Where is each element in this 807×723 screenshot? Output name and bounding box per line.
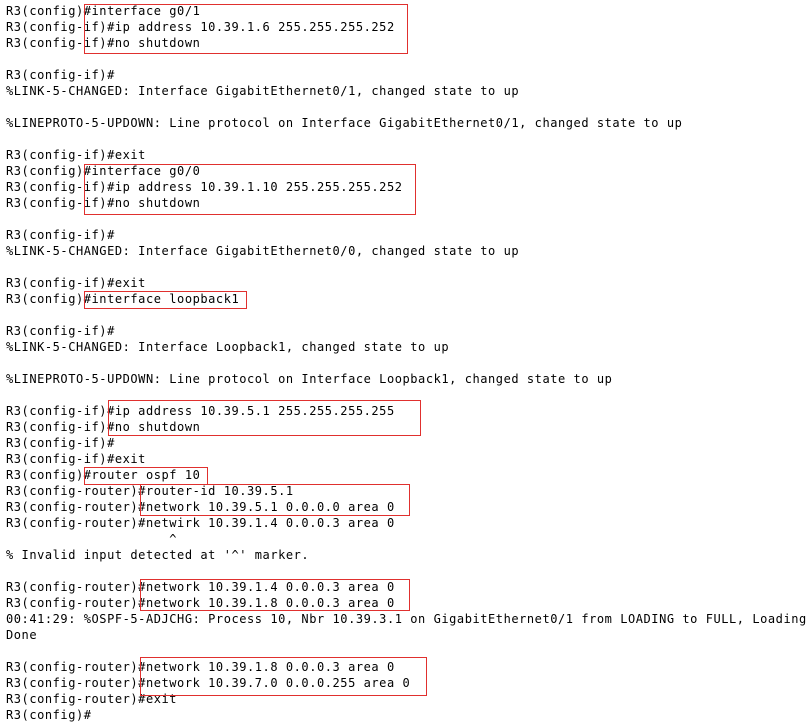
terminal-line: R3(config-router)#network 10.39.1.4 0.0.0.3 area 0 [6,580,395,594]
terminal-line: R3(config-if)#no shutdown [6,196,201,210]
terminal-line: R3(config-if)# [6,436,115,450]
terminal-line: R3(config-router)#network 10.39.7.0 0.0.0.255 area 0 [6,676,411,690]
terminal-line: R3(config-if)# [6,324,115,338]
terminal-line: R3(config)#interface g0/0 [6,164,201,178]
error-message: % Invalid input detected at '^' marker. [6,548,310,562]
terminal-line: R3(config-router)#network 10.39.1.8 0.0.0.3 area 0 [6,660,395,674]
terminal-line: %LINEPROTO-5-UPDOWN: Line protocol on Interface GigabitEthernet0/1, changed state to up [6,116,683,130]
terminal-line: R3(config-router)#network 10.39.1.8 0.0.0.3 area 0 [6,596,395,610]
terminal-line: R3(config-if)#no shutdown [6,420,201,434]
terminal-line: R3(config)#interface loopback1 [6,292,240,306]
terminal-line: R3(config-if)#ip address 10.39.1.10 255.255.255.252 [6,180,403,194]
terminal-line: R3(config-if)#exit [6,148,146,162]
terminal-line: R3(config)#interface g0/1 [6,4,201,18]
terminal-line: R3(config-if)#ip address 10.39.5.1 255.255.255.255 [6,404,395,418]
terminal-line: R3(config-if)#exit [6,276,146,290]
terminal-line: 00:41:29: %OSPF-5-ADJCHG: Process 10, Nbr 10.39.3.1 on GigabitEthernet0/1 from LOADING to FULL, Loading [6,612,807,626]
terminal-line: R3(config)# [6,708,92,722]
terminal-line: R3(config-router)#router-id 10.39.5.1 [6,484,294,498]
terminal-line: R3(config-if)#exit [6,452,146,466]
terminal-line: R3(config-router)#network 10.39.5.1 0.0.0.0 area 0 [6,500,395,514]
error-caret: ^ [6,532,178,546]
terminal-line: %LINK-5-CHANGED: Interface GigabitEthernet0/1, changed state to up [6,84,520,98]
terminal-line: R3(config)#router ospf 10 [6,468,201,482]
terminal-line: R3(config-if)#ip address 10.39.1.6 255.255.255.252 [6,20,395,34]
terminal-line: R3(config-router)#netwirk 10.39.1.4 0.0.0.3 area 0 [6,516,395,530]
terminal-line: %LINK-5-CHANGED: Interface GigabitEthernet0/0, changed state to up [6,244,520,258]
terminal-line: %LINK-5-CHANGED: Interface Loopback1, changed state to up [6,340,450,354]
terminal-line: R3(config-router)#exit [6,692,178,706]
terminal-line: R3(config-if)# [6,68,115,82]
terminal-line: R3(config-if)# [6,228,115,242]
terminal-line: %LINEPROTO-5-UPDOWN: Line protocol on Interface Loopback1, changed state to up [6,372,613,386]
terminal-line: Done [6,628,38,642]
terminal-line: R3(config-if)#no shutdown [6,36,201,50]
